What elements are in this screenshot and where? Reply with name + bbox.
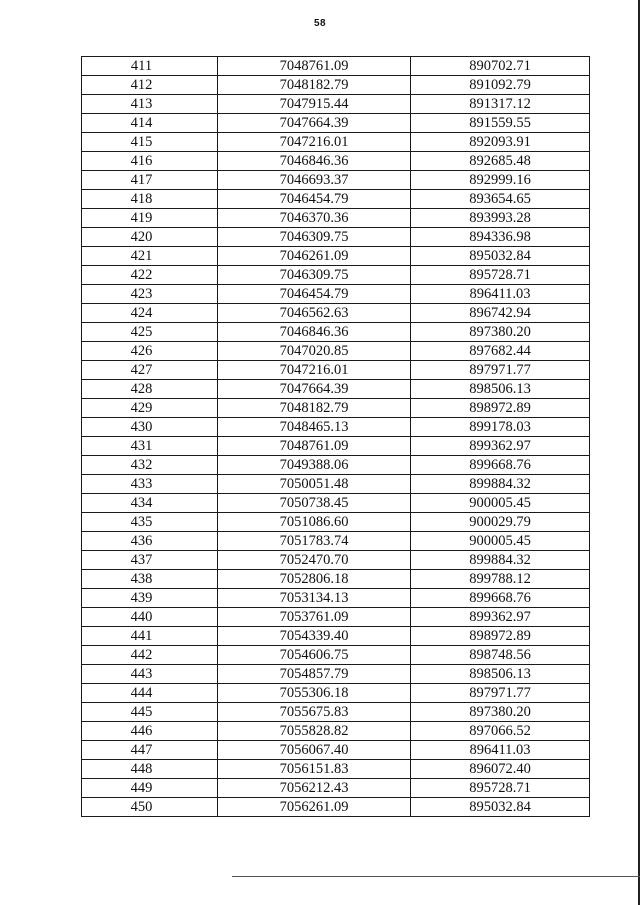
- point-number-cell: 416: [82, 152, 218, 171]
- y-coordinate-cell: 899178.03: [411, 418, 590, 437]
- table-row: [82, 247, 590, 266]
- point-number-cell: 429: [82, 399, 218, 418]
- y-coordinate-cell: 898506.13: [411, 665, 590, 684]
- x-coordinate-cell: 7054339.40: [218, 627, 411, 646]
- y-coordinate-cell: 896411.03: [411, 741, 590, 760]
- table-row: [82, 532, 590, 551]
- table-row: [82, 266, 590, 285]
- x-coordinate-cell: 7055828.82: [218, 722, 411, 741]
- point-number-cell: 426: [82, 342, 218, 361]
- table-row: [82, 798, 590, 817]
- table-row: [82, 665, 590, 684]
- y-coordinate-cell: 895032.84: [411, 798, 590, 817]
- table-row: [82, 494, 590, 513]
- y-coordinate-cell: 895728.71: [411, 779, 590, 798]
- point-number-cell: 434: [82, 494, 218, 513]
- x-coordinate-cell: 7047664.39: [218, 380, 411, 399]
- table-row: [82, 57, 590, 76]
- coordinates-table-body: [82, 57, 590, 817]
- point-number-cell: 436: [82, 532, 218, 551]
- table-row: [82, 133, 590, 152]
- y-coordinate-cell: 898972.89: [411, 399, 590, 418]
- y-coordinate-cell: 900005.45: [411, 494, 590, 513]
- y-coordinate-cell: 896072.40: [411, 760, 590, 779]
- x-coordinate-cell: 7053134.13: [218, 589, 411, 608]
- y-coordinate-cell: 899884.32: [411, 551, 590, 570]
- table-row: [82, 646, 590, 665]
- table-row: [82, 342, 590, 361]
- y-coordinate-cell: 899362.97: [411, 437, 590, 456]
- x-coordinate-cell: 7048761.09: [218, 57, 411, 76]
- x-coordinate-cell: 7047216.01: [218, 133, 411, 152]
- y-coordinate-cell: 897682.44: [411, 342, 590, 361]
- y-coordinate-cell: 896742.94: [411, 304, 590, 323]
- point-number-cell: 422: [82, 266, 218, 285]
- x-coordinate-cell: 7046370.36: [218, 209, 411, 228]
- x-coordinate-cell: 7047664.39: [218, 114, 411, 133]
- y-coordinate-cell: 896411.03: [411, 285, 590, 304]
- table-row: [82, 589, 590, 608]
- table-row: [82, 399, 590, 418]
- y-coordinate-cell: 892093.91: [411, 133, 590, 152]
- x-coordinate-cell: 7051086.60: [218, 513, 411, 532]
- x-coordinate-cell: 7056067.40: [218, 741, 411, 760]
- x-coordinate-cell: 7056261.09: [218, 798, 411, 817]
- table-row: [82, 779, 590, 798]
- x-coordinate-cell: 7046454.79: [218, 190, 411, 209]
- x-coordinate-cell: 7049388.06: [218, 456, 411, 475]
- y-coordinate-cell: 897971.77: [411, 361, 590, 380]
- y-coordinate-cell: 893654.65: [411, 190, 590, 209]
- y-coordinate-cell: 891559.55: [411, 114, 590, 133]
- point-number-cell: 439: [82, 589, 218, 608]
- y-coordinate-cell: 900005.45: [411, 532, 590, 551]
- table-row: [82, 684, 590, 703]
- y-coordinate-cell: 891092.79: [411, 76, 590, 95]
- table-row: [82, 475, 590, 494]
- y-coordinate-cell: 895032.84: [411, 247, 590, 266]
- point-number-cell: 432: [82, 456, 218, 475]
- y-coordinate-cell: 899884.32: [411, 475, 590, 494]
- x-coordinate-cell: 7046846.36: [218, 323, 411, 342]
- table-row: [82, 456, 590, 475]
- x-coordinate-cell: 7051783.74: [218, 532, 411, 551]
- y-coordinate-cell: 892999.16: [411, 171, 590, 190]
- point-number-cell: 443: [82, 665, 218, 684]
- point-number-cell: 425: [82, 323, 218, 342]
- point-number-cell: 438: [82, 570, 218, 589]
- point-number-cell: 412: [82, 76, 218, 95]
- point-number-cell: 414: [82, 114, 218, 133]
- point-number-cell: 449: [82, 779, 218, 798]
- point-number-cell: 411: [82, 57, 218, 76]
- point-number-cell: 442: [82, 646, 218, 665]
- table-row: [82, 114, 590, 133]
- table-row: [82, 741, 590, 760]
- table-row: [82, 380, 590, 399]
- point-number-cell: 417: [82, 171, 218, 190]
- point-number-cell: 421: [82, 247, 218, 266]
- x-coordinate-cell: 7046693.37: [218, 171, 411, 190]
- point-number-cell: 413: [82, 95, 218, 114]
- x-coordinate-cell: 7047216.01: [218, 361, 411, 380]
- point-number-cell: 423: [82, 285, 218, 304]
- table-row: [82, 418, 590, 437]
- y-coordinate-cell: 897380.20: [411, 323, 590, 342]
- scan-edge-bottom: [232, 876, 640, 877]
- point-number-cell: 446: [82, 722, 218, 741]
- x-coordinate-cell: 7050738.45: [218, 494, 411, 513]
- table-row: [82, 570, 590, 589]
- table-row: [82, 323, 590, 342]
- y-coordinate-cell: 899362.97: [411, 608, 590, 627]
- point-number-cell: 415: [82, 133, 218, 152]
- point-number-cell: 437: [82, 551, 218, 570]
- x-coordinate-cell: 7054857.79: [218, 665, 411, 684]
- point-number-cell: 419: [82, 209, 218, 228]
- point-number-cell: 441: [82, 627, 218, 646]
- x-coordinate-cell: 7056212.43: [218, 779, 411, 798]
- y-coordinate-cell: 898506.13: [411, 380, 590, 399]
- point-number-cell: 433: [82, 475, 218, 494]
- table-row: [82, 190, 590, 209]
- table-row: [82, 361, 590, 380]
- y-coordinate-cell: 891317.12: [411, 95, 590, 114]
- point-number-cell: 427: [82, 361, 218, 380]
- x-coordinate-cell: 7046309.75: [218, 228, 411, 247]
- x-coordinate-cell: 7046846.36: [218, 152, 411, 171]
- x-coordinate-cell: 7046562.63: [218, 304, 411, 323]
- table-row: [82, 304, 590, 323]
- x-coordinate-cell: 7046261.09: [218, 247, 411, 266]
- x-coordinate-cell: 7048182.79: [218, 76, 411, 95]
- x-coordinate-cell: 7054606.75: [218, 646, 411, 665]
- point-number-cell: 447: [82, 741, 218, 760]
- y-coordinate-cell: 895728.71: [411, 266, 590, 285]
- table-row: [82, 513, 590, 532]
- x-coordinate-cell: 7046309.75: [218, 266, 411, 285]
- y-coordinate-cell: 897971.77: [411, 684, 590, 703]
- point-number-cell: 431: [82, 437, 218, 456]
- table-row: [82, 152, 590, 171]
- point-number-cell: 448: [82, 760, 218, 779]
- y-coordinate-cell: 899668.76: [411, 456, 590, 475]
- y-coordinate-cell: 899788.12: [411, 570, 590, 589]
- point-number-cell: 418: [82, 190, 218, 209]
- table-row: [82, 722, 590, 741]
- x-coordinate-cell: 7047915.44: [218, 95, 411, 114]
- point-number-cell: 444: [82, 684, 218, 703]
- point-number-cell: 450: [82, 798, 218, 817]
- x-coordinate-cell: 7056151.83: [218, 760, 411, 779]
- x-coordinate-cell: 7048182.79: [218, 399, 411, 418]
- y-coordinate-cell: 890702.71: [411, 57, 590, 76]
- point-number-cell: 440: [82, 608, 218, 627]
- point-number-cell: 445: [82, 703, 218, 722]
- y-coordinate-cell: 893993.28: [411, 209, 590, 228]
- x-coordinate-cell: 7055675.83: [218, 703, 411, 722]
- x-coordinate-cell: 7055306.18: [218, 684, 411, 703]
- table-row: [82, 209, 590, 228]
- y-coordinate-cell: 898972.89: [411, 627, 590, 646]
- y-coordinate-cell: 900029.79: [411, 513, 590, 532]
- x-coordinate-cell: 7047020.85: [218, 342, 411, 361]
- table-row: [82, 95, 590, 114]
- table-row: [82, 627, 590, 646]
- x-coordinate-cell: 7048465.13: [218, 418, 411, 437]
- y-coordinate-cell: 897066.52: [411, 722, 590, 741]
- point-number-cell: 428: [82, 380, 218, 399]
- y-coordinate-cell: 894336.98: [411, 228, 590, 247]
- y-coordinate-cell: 892685.48: [411, 152, 590, 171]
- table-row: [82, 760, 590, 779]
- table-row: [82, 285, 590, 304]
- table-row: [82, 703, 590, 722]
- table-row: [82, 608, 590, 627]
- point-number-cell: 420: [82, 228, 218, 247]
- x-coordinate-cell: 7052470.70: [218, 551, 411, 570]
- point-number-cell: 430: [82, 418, 218, 437]
- y-coordinate-cell: 898748.56: [411, 646, 590, 665]
- table-row: [82, 171, 590, 190]
- page-number: 58: [313, 18, 327, 29]
- table-row: [82, 551, 590, 570]
- table-row: [82, 76, 590, 95]
- y-coordinate-cell: 897380.20: [411, 703, 590, 722]
- x-coordinate-cell: 7052806.18: [218, 570, 411, 589]
- point-number-cell: 424: [82, 304, 218, 323]
- x-coordinate-cell: 7048761.09: [218, 437, 411, 456]
- point-number-cell: 435: [82, 513, 218, 532]
- y-coordinate-cell: 899668.76: [411, 589, 590, 608]
- table-row: [82, 228, 590, 247]
- x-coordinate-cell: 7046454.79: [218, 285, 411, 304]
- table-row: [82, 437, 590, 456]
- coordinates-table: [81, 56, 590, 817]
- x-coordinate-cell: 7053761.09: [218, 608, 411, 627]
- x-coordinate-cell: 7050051.48: [218, 475, 411, 494]
